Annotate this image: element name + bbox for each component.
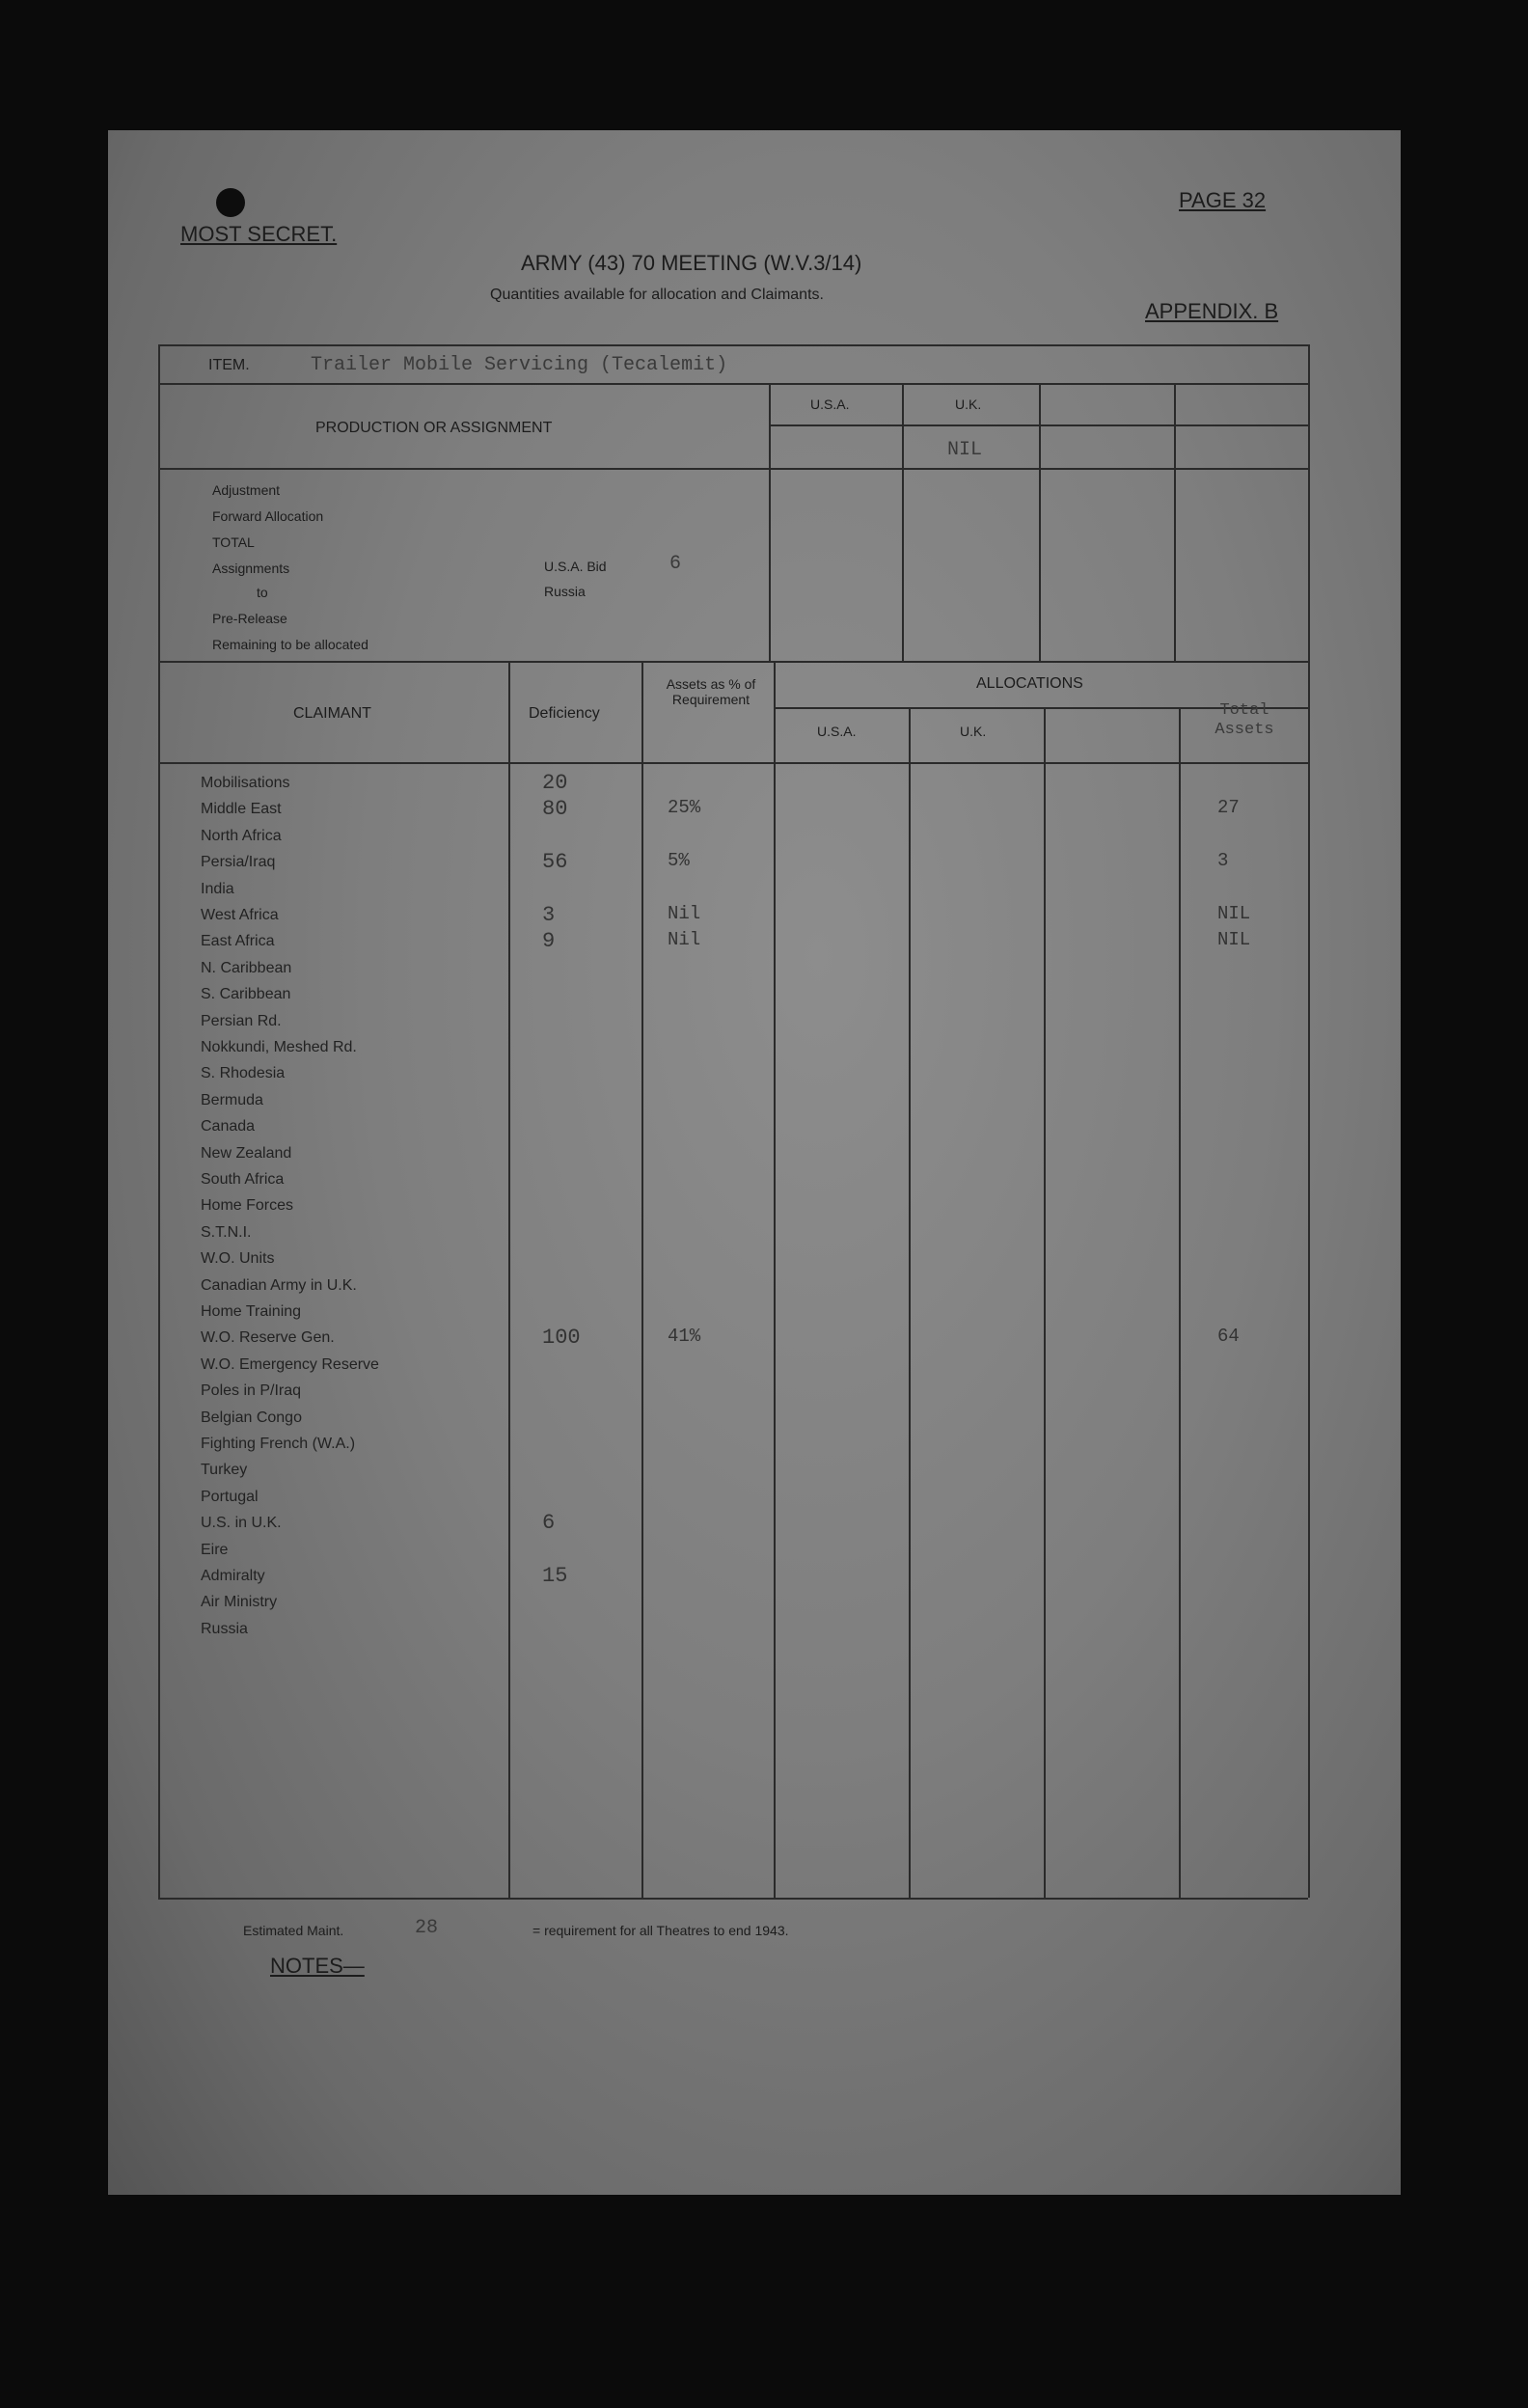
claimant-deficiency: 15 [542, 1564, 568, 1588]
meeting-title: ARMY (43) 70 MEETING (W.V.3/14) [521, 251, 862, 275]
production-row: to [257, 585, 268, 600]
claimant-total-assets: NIL [1217, 929, 1251, 950]
claimant-name: Turkey [201, 1462, 248, 1478]
claimant-name: North Africa [201, 828, 282, 844]
total-assets-header: Total Assets [1214, 701, 1274, 739]
classification-label: MOST SECRET. [180, 222, 338, 246]
production-row: Adjustment [212, 482, 281, 498]
russia-label: Russia [544, 584, 586, 599]
claimant-deficiency: 80 [542, 797, 568, 821]
claimant-total-assets: 3 [1217, 850, 1229, 871]
claimant-name: W.O. Units [201, 1250, 275, 1267]
allocations-heading: ALLOCATIONS [976, 675, 1083, 692]
allocation-uk-header: U.K. [960, 724, 987, 739]
claimant-name: Bermuda [201, 1092, 263, 1108]
claimant-name: S. Rhodesia [201, 1065, 286, 1081]
claimant-name: Home Training [201, 1303, 302, 1320]
claimant-name: Poles in P/Iraq [201, 1382, 302, 1399]
claimant-total-assets: 27 [1217, 797, 1240, 818]
production-uk-header: U.K. [955, 397, 982, 412]
claimant-name: Belgian Congo [201, 1409, 302, 1426]
production-row: Remaining to be allocated [212, 637, 368, 652]
claimant-name: Middle East [201, 801, 282, 817]
claimant-name: S.T.N.I. [201, 1224, 252, 1241]
claimant-deficiency: 100 [542, 1326, 581, 1350]
production-row: Assignments [212, 561, 290, 576]
claimant-name: S. Caribbean [201, 986, 291, 1002]
claimant-name: Air Ministry [201, 1594, 278, 1610]
claimant-assets-pct: 25% [668, 797, 701, 818]
usa-bid-label: U.S.A. Bid [544, 559, 607, 574]
production-row: TOTAL [212, 534, 255, 550]
claimant-name: West Africa [201, 907, 279, 923]
allocation-usa-header: U.S.A. [817, 724, 857, 739]
item-label: ITEM. [208, 357, 250, 373]
appendix-label: APPENDIX. B [1145, 299, 1279, 323]
claimant-name: Canadian Army in U.K. [201, 1277, 357, 1294]
usa-bid-value: 6 [669, 553, 682, 575]
claimant-name: East Africa [201, 933, 275, 949]
claimant-name: Fighting French (W.A.) [201, 1436, 356, 1452]
estimated-maint-note: = requirement for all Theatres to end 1943. [532, 1923, 789, 1938]
claimant-name: Persian Rd. [201, 1013, 282, 1029]
claimant-name: India [201, 881, 234, 897]
production-heading: PRODUCTION OR ASSIGNMENT [315, 420, 553, 436]
claimant-total-assets: 64 [1217, 1326, 1240, 1347]
deficiency-column-header: Deficiency [529, 705, 600, 722]
claimant-deficiency: 20 [542, 771, 568, 795]
claimant-assets-pct: 5% [668, 850, 690, 871]
claimant-column-header: CLAIMANT [293, 705, 371, 722]
claimant-assets-pct: 41% [668, 1326, 701, 1347]
claimant-name: New Zealand [201, 1145, 292, 1162]
claimant-name: Nokkundi, Meshed Rd. [201, 1039, 357, 1055]
claimant-name: U.S. in U.K. [201, 1515, 282, 1531]
production-uk-value: NIL [947, 439, 983, 461]
claimant-name: N. Caribbean [201, 960, 292, 976]
claimant-name: W.O. Emergency Reserve [201, 1356, 379, 1373]
claimant-deficiency: 56 [542, 850, 568, 874]
claimant-name: W.O. Reserve Gen. [201, 1329, 335, 1346]
production-row: Pre-Release [212, 611, 287, 626]
document-sheet [108, 130, 1401, 2195]
production-row: Forward Allocation [212, 508, 324, 524]
claimant-name: Persia/Iraq [201, 854, 276, 870]
claimant-name: Russia [201, 1621, 248, 1637]
claimant-assets-pct: Nil [668, 929, 701, 950]
punch-hole [216, 188, 245, 217]
page-number: PAGE 32 [1179, 188, 1267, 212]
claimant-deficiency: 3 [542, 903, 556, 927]
claimant-name: South Africa [201, 1171, 285, 1188]
notes-heading: NOTES— [270, 1954, 365, 1978]
estimated-maint-value: 28 [415, 1917, 439, 1939]
claimant-total-assets: NIL [1217, 903, 1251, 924]
claimant-name: Eire [201, 1542, 229, 1558]
claimant-deficiency: 6 [542, 1511, 556, 1535]
assets-column-header: Assets as % of Requirement [666, 676, 756, 707]
claimant-name: Canada [201, 1118, 256, 1135]
claimant-deficiency: 9 [542, 929, 556, 953]
claimant-name: Portugal [201, 1489, 259, 1505]
claimant-assets-pct: Nil [668, 903, 701, 924]
item-value: Trailer Mobile Servicing (Tecalemit) [311, 354, 728, 376]
production-usa-header: U.S.A. [810, 397, 850, 412]
estimated-maint-label: Estimated Maint. [243, 1923, 344, 1938]
document-subtitle: Quantities available for allocation and Claimants. [490, 287, 824, 303]
claimant-name: Home Forces [201, 1197, 294, 1214]
claimant-name: Admiralty [201, 1568, 265, 1584]
claimant-name: Mobilisations [201, 775, 290, 791]
